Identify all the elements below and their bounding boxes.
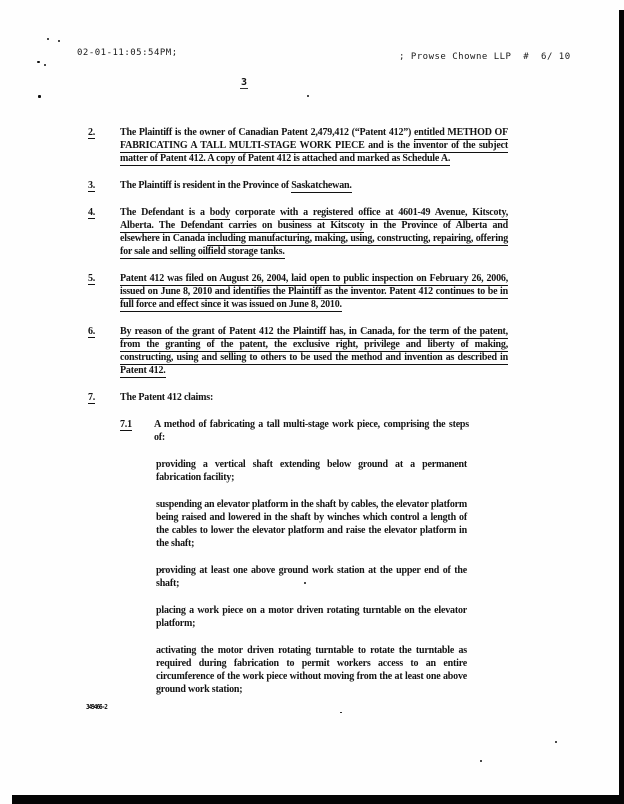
underlined-text: Patent 412 was filed on August 26, 2004, laid open to public inspection on February 26, 2006, issued on June 8, 2010 and identifies the Plaintiff as the inventor. Patent 412 continues to be in full force and effect since it was issued on June 8, 2010.: [120, 273, 508, 310]
claim-clause: providing at least one above ground work station at the upper end of the shaft;: [156, 565, 467, 589]
scan-speck: [47, 38, 49, 40]
plain-text: The Plaintiff is the owner of Canadian Patent 2,479,412 (“Patent 412”): [120, 127, 414, 138]
document-control-number: 349466-2: [86, 703, 107, 712]
scan-speck: [37, 61, 40, 63]
paragraph-number-text: 7.: [88, 392, 96, 403]
scan-speck: [307, 95, 309, 97]
fax-sender-line: ; Prowse Chowne LLP # 6/ 10: [399, 52, 571, 62]
paragraph-text: [120, 325, 508, 377]
claim-clause: suspending an elevator platform in the shaft by cables, the elevator platform being raised and lowered in the shaft by winches which control a length of the cables to lower the elevator platform and raise the elevator platform in the shaft;: [156, 499, 467, 549]
subparagraph-7-1: [120, 418, 508, 444]
paragraph: [88, 391, 508, 404]
paragraph-text: [120, 206, 508, 258]
paragraph-text: [120, 391, 508, 404]
fax-timestamp: 02-01-11:05:54PM;: [77, 48, 178, 58]
subparagraph-text: A method of fabricating a tall multi-stage work piece, comprising the steps of:: [154, 419, 469, 443]
scan-speck: [480, 760, 482, 762]
paragraph-number-text: 4.: [88, 207, 96, 218]
plain-text: in the Province of Alberta and elsewhere in Canada: [120, 220, 508, 244]
paragraph-number: [88, 126, 120, 165]
paragraph: [88, 206, 508, 258]
scan-edge-bar-bottom: [12, 795, 624, 804]
paragraph-number-text: 3.: [88, 180, 96, 191]
scan-edge-bar-right: [619, 10, 624, 804]
paragraph-number-text: 2.: [88, 127, 96, 138]
scan-speck: [340, 712, 342, 713]
claim-clause: providing a vertical shaft extending below ground at a permanent fabrication facility;: [156, 459, 467, 483]
paragraph-text: [120, 272, 508, 311]
scan-speck: [44, 64, 46, 66]
page-number: 3: [241, 77, 248, 88]
paragraph-number-text: 6.: [88, 326, 96, 337]
plain-text: The Defendant is a: [120, 207, 210, 218]
paragraphs: [88, 126, 508, 404]
paragraph: [88, 325, 508, 377]
underlined-text: including manufacturing, making, using, constructing, repairing, offering for sale and selling oilfield storage tanks.: [120, 233, 508, 257]
claim-clause: activating the motor driven rotating turntable to rotate the turntable as required during fabrication to permit workers access to an entire circumference of the work piece without moving from the at least one above ground work station;: [156, 645, 467, 695]
claim-clause: placing a work piece on a motor driven rotating turntable on the elevator platform;: [156, 605, 467, 629]
claim-clauses: [156, 458, 467, 696]
underlined-text: body: [209, 207, 231, 218]
scan-speck: [555, 741, 557, 743]
paragraph-number: [88, 272, 120, 311]
paragraph-number-text: 5.: [88, 273, 96, 284]
paragraph-number: [88, 179, 120, 192]
paragraph-number: [88, 206, 120, 258]
paragraph: [88, 179, 508, 192]
scan-speck: [38, 95, 41, 98]
document-body: [88, 126, 508, 710]
plain-text: The Patent 412 claims:: [120, 392, 214, 403]
paragraph-number: [88, 325, 120, 377]
paragraph-number: [88, 391, 120, 404]
paragraph-text: [120, 179, 508, 192]
underlined-text: By reason of the grant of Patent 412 the Plaintiff has, in Canada, for the term of the patent, from the granting of the patent, the exclusive right, privilege and liberty of making, constructing, using and selling to others to be used the method and invention as described in Patent 412.: [120, 326, 508, 376]
underlined-text: Saskatchewan.: [291, 180, 352, 191]
paragraph-text: [120, 126, 508, 165]
subparagraph-number: [120, 418, 154, 444]
plain-text: The Plaintiff is resident in the Province of: [120, 180, 292, 191]
plain-text: corporate: [230, 207, 280, 218]
underlined-text: with a registered office at 4601-49 Avenue, Kitscoty, Alberta. The Defendant carries on business at Kitscoty: [120, 207, 508, 231]
paragraph: [88, 126, 508, 165]
subparagraph-number-text: 7.1: [120, 419, 132, 430]
scan-speck: [58, 40, 60, 42]
paragraph: [88, 272, 508, 311]
underlined-text: entitled METHOD OF FABRICATING A TALL MULTI-STAGE WORK PIECE and is the inventor of the subject matter of Patent 412. A copy of Patent 412 is attached and marked as Schedule A.: [120, 127, 508, 164]
